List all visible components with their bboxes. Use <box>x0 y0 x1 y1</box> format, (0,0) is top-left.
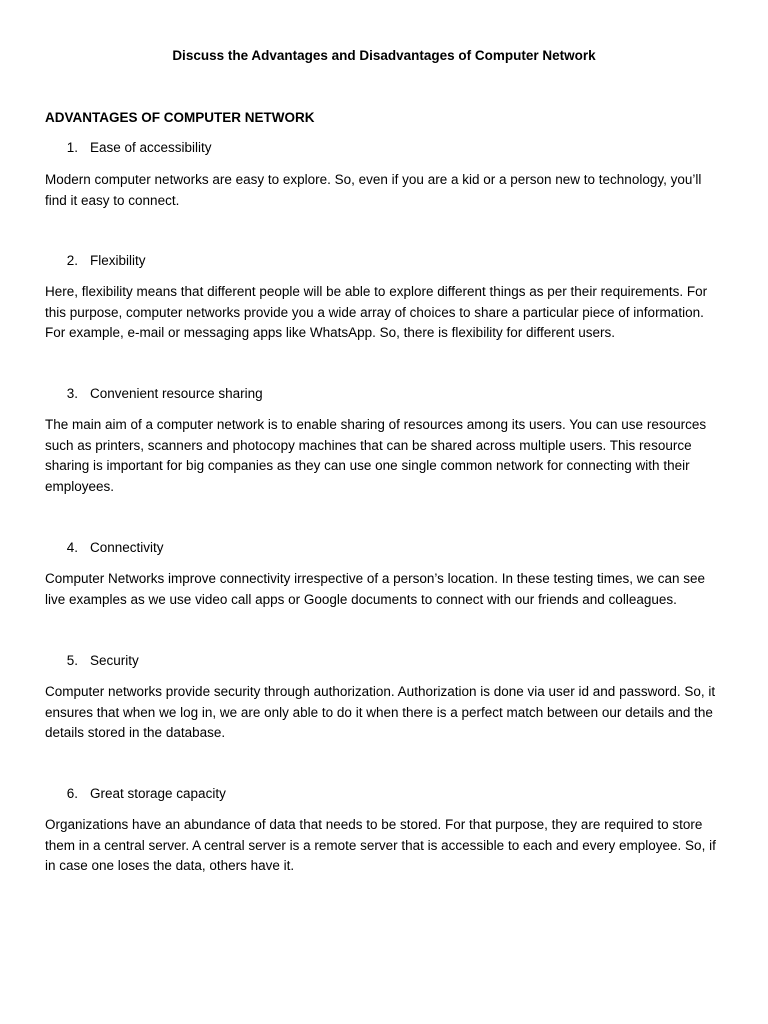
list-item-body: Computer networks provide security through authorization. Authorization is done via user id and password. So, it ensures that when we log in, we are only able to do it when there is a perfect match between our details and the details stored in the database. <box>45 684 716 740</box>
list-item-body: The main aim of a computer network is to enable sharing of resources among its users. You can use resources such as printers, scanners and photocopy machines that can be shared across multiple users. This resource sharing is important for big companies as they can use one single common network for connecting with their employees. <box>45 417 707 494</box>
list-item-heading <box>45 385 263 403</box>
list-item-body: Here, flexibility means that different people will be able to explore different things as per their requirements. For this purpose, computer networks provide you a wide array of choices to share a particular piece of information. For example, e-mail or messaging apps like WhatsApp. So, there is flexibility for different users. <box>45 284 708 340</box>
list-item-number: 1. <box>66 140 78 155</box>
list-item-number: 4. <box>66 540 78 555</box>
list-item-heading-label: Security <box>90 653 139 668</box>
list-item-heading-label: Great storage capacity <box>90 786 226 801</box>
list-item-heading <box>45 252 146 270</box>
list-item-body: Organizations have an abundance of data that needs to be stored. For that purpose, they are required to store them in a central server. A central server is a remote server that is accessible to each and every employee. So, if in case one loses the data, others have it. <box>45 817 716 873</box>
section-heading: ADVANTAGES OF COMPUTER NETWORK <box>45 110 315 125</box>
list-item-number: 5. <box>66 653 78 668</box>
list-item-heading <box>45 652 139 670</box>
document-title: Discuss the Advantages and Disadvantages of Computer Network <box>172 48 596 63</box>
list-item-heading <box>45 139 212 157</box>
list-item-body: Computer Networks improve connectivity irrespective of a person’s location. In these testing times, we can see live examples as we use video call apps or Google documents to connect with our friends and colleagues. <box>45 571 706 607</box>
list-item-number: 2. <box>66 253 78 268</box>
list-item-heading-label: Convenient resource sharing <box>90 386 263 401</box>
list-item-number: 6. <box>66 786 78 801</box>
list-item-heading <box>45 539 164 557</box>
list-item-heading-label: Connectivity <box>90 540 164 555</box>
list-item-number: 3. <box>66 386 78 401</box>
list-item-heading-label: Ease of accessibility <box>90 140 212 155</box>
list-item-body: Modern computer networks are easy to explore. So, even if you are a kid or a person new to technology, you’ll find it easy to connect. <box>45 172 702 208</box>
list-item-heading <box>45 785 226 803</box>
list-item-heading-label: Flexibility <box>90 253 146 268</box>
